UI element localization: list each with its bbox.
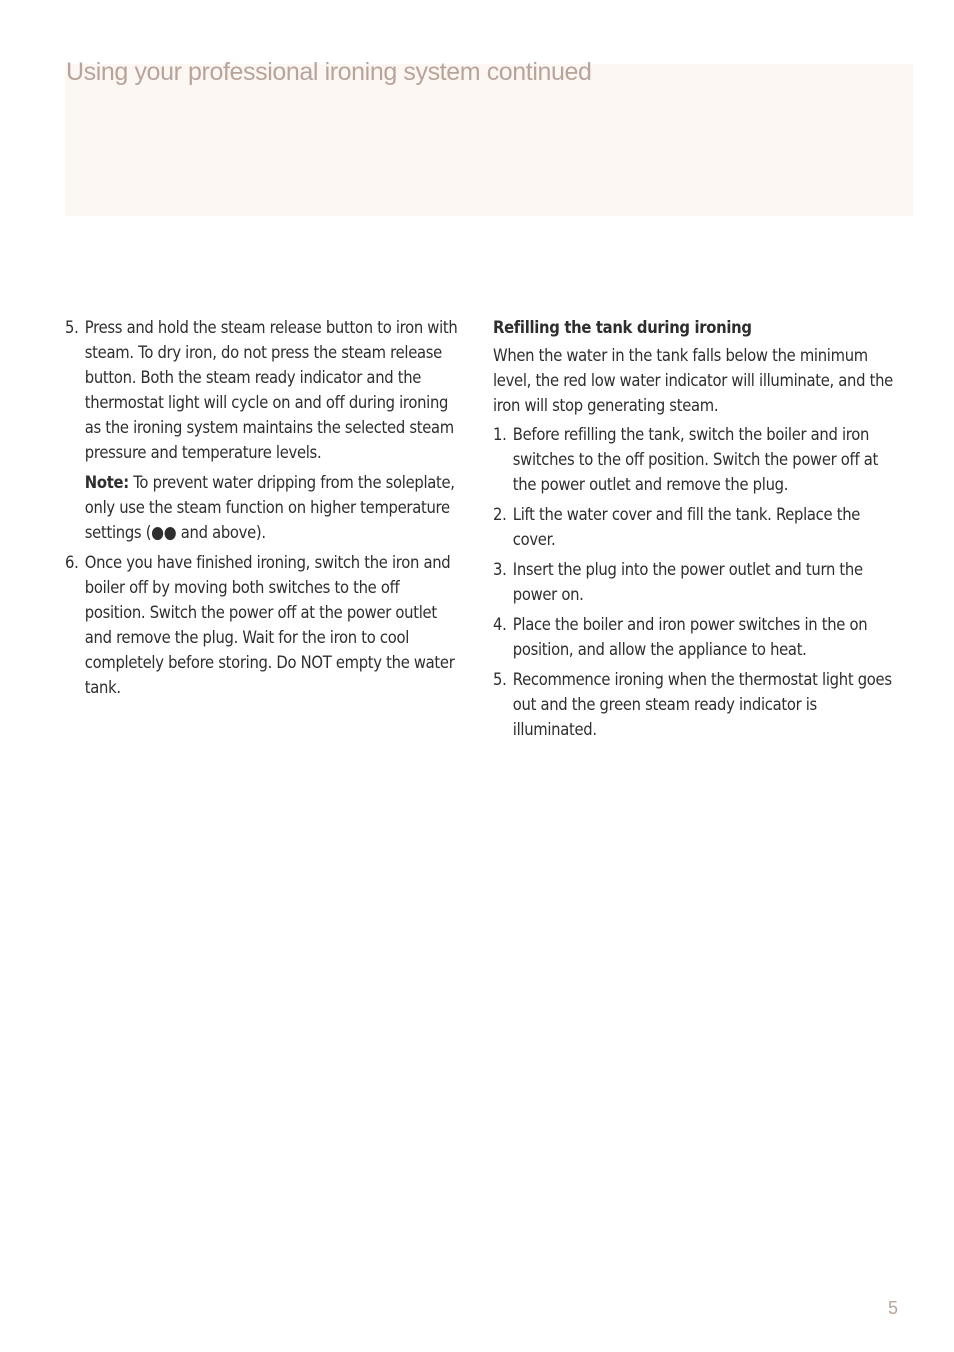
page-number: 5 xyxy=(888,1298,899,1318)
list-item xyxy=(65,316,461,466)
item-number: 5. xyxy=(493,670,507,690)
page-title: Using your professional ironing system continued xyxy=(66,58,592,86)
item-number: 3. xyxy=(493,560,507,580)
item-text: Before refilling the tank, switch the boiler and iron switches to the off position. Switch the power off at the power outlet and remove the plug. xyxy=(512,425,879,495)
list-item xyxy=(493,558,895,608)
item-number: 2. xyxy=(493,505,507,525)
item-text: Place the boiler and iron power switches in the on position, and allow the appliance to heat. xyxy=(512,615,868,660)
item-number: 5. xyxy=(65,318,79,338)
item-text: Press and hold the steam release button to iron with steam. To dry iron, do not press the steam release button. Both the steam ready indicator and the thermostat light will cycle on and off during ironing as the ironing system maintains the selected steam pressure and temperature levels. xyxy=(84,318,458,463)
item-number: 4. xyxy=(493,615,507,635)
item-text: Insert the plug into the power outlet and turn the power on. xyxy=(512,560,863,605)
note-text: To prevent water dripping from the soleplate, only use the steam function on higher temperature settings (●● and above). xyxy=(84,473,455,543)
item-number: 6. xyxy=(65,553,79,573)
item-text: Recommence ironing when the thermostat light goes out and the green steam ready indicator is illuminated. xyxy=(512,670,892,740)
list-item xyxy=(65,551,461,701)
item-text: Lift the water cover and fill the tank. Replace the cover. xyxy=(512,505,861,550)
note xyxy=(65,471,461,546)
item-text: Once you have finished ironing, switch the iron and boiler off by moving both switches to the off position. Switch the power off at the power outlet and remove the plug. Wait for the iron to cool completely before storing. Do NOT empty the water tank. xyxy=(84,553,455,698)
list-item xyxy=(493,613,895,663)
note-label: Note: xyxy=(84,473,129,493)
list-item xyxy=(493,503,895,553)
list-item xyxy=(493,423,895,498)
item-number: 1. xyxy=(493,425,507,445)
section-heading: Refilling the tank during ironing xyxy=(493,318,752,338)
left-column xyxy=(65,316,461,706)
right-column xyxy=(493,316,895,748)
section-intro: When the water in the tank falls below the minimum level, the red low water indicator will illuminate, and the iron will stop generating steam. xyxy=(493,346,893,416)
list-item xyxy=(493,668,895,743)
